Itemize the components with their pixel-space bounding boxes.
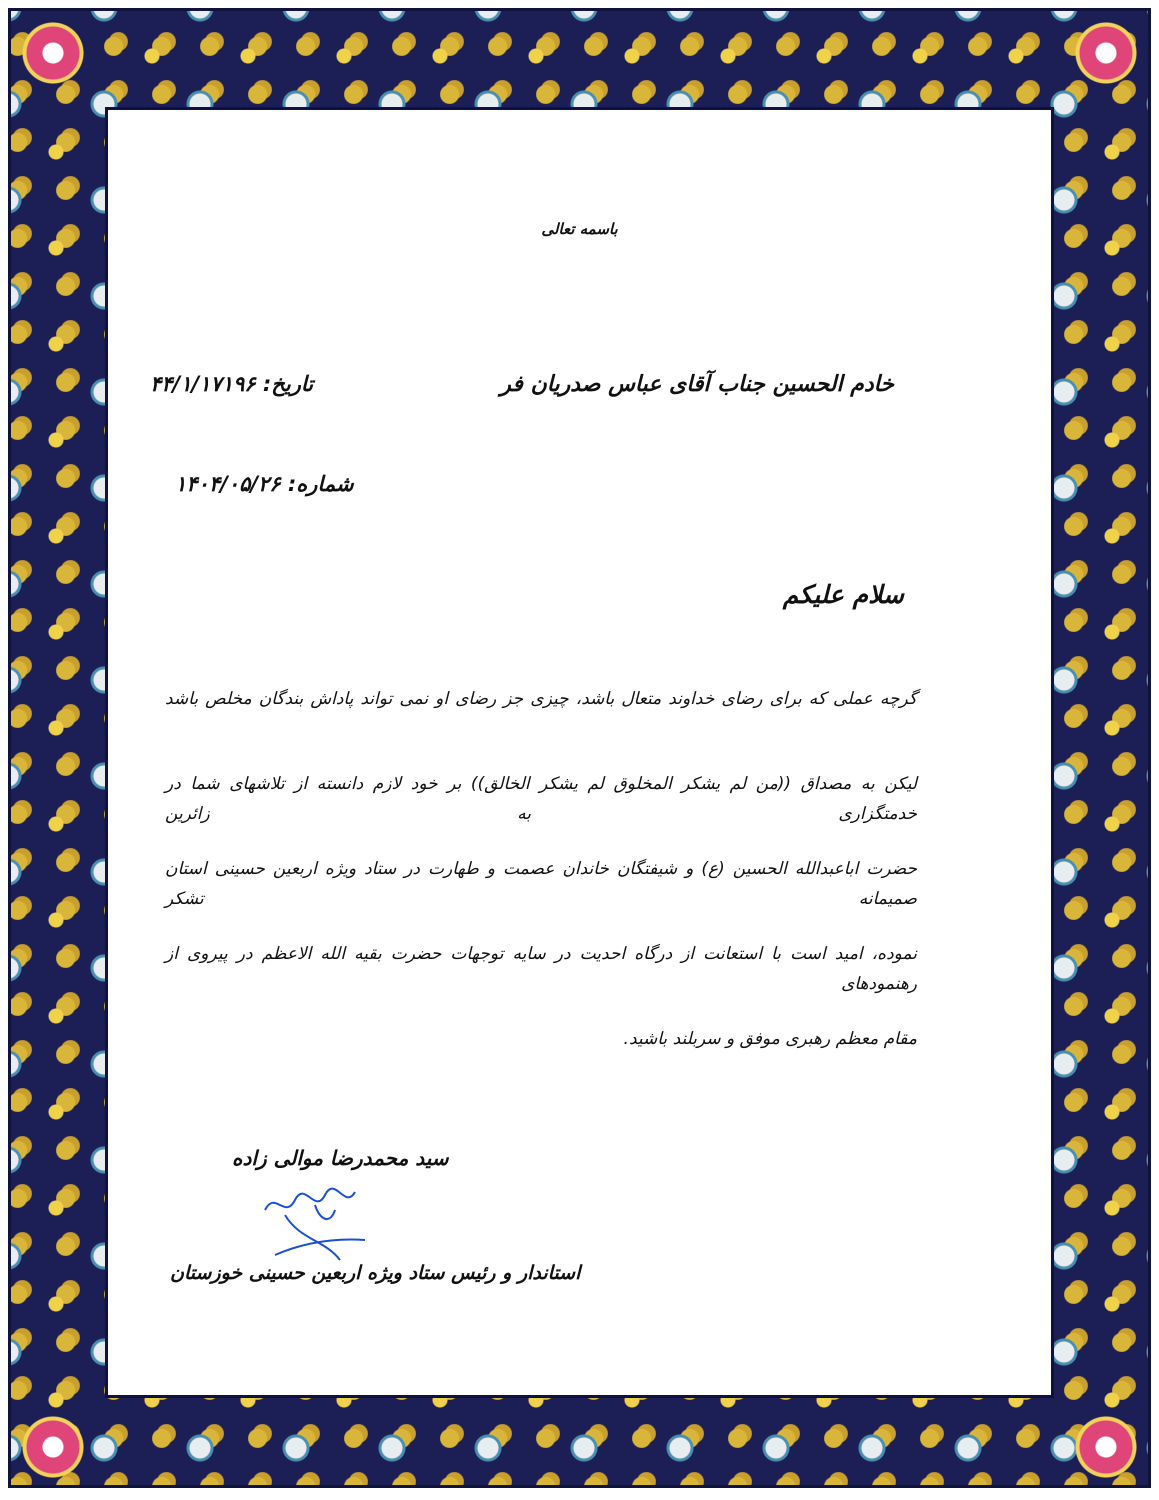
body-line: گرچه عملی که برای رضای خداوند متعال باشد، چیزی جز رضای او نمی تواند پاداش بندگان مخلص باشد: [165, 689, 917, 709]
corner-flower-ornament: [1071, 1412, 1141, 1482]
corner-flower-ornament: [18, 18, 88, 88]
body-line: لیکن به مصداق ((من لم یشکر المخلوق لم یشکر الخالق)) بر خود لازم دانسته از تلاشهای شما در خدمتگزاری به زائرین: [165, 774, 917, 824]
letter-body: [165, 672, 917, 1097]
handwritten-signature: [255, 1180, 375, 1270]
date-value: ۴۴/۱/۱۷۱۹۶: [150, 372, 256, 396]
date-label: تاریخ:: [262, 372, 314, 396]
body-line: مقام معظم رهبری موفق و سربلند باشید.: [623, 1029, 917, 1049]
corner-flower-ornament: [18, 1412, 88, 1482]
number-label: شماره:: [287, 472, 354, 496]
signatory-name: سید محمدرضا موالی زاده: [232, 1146, 449, 1170]
invocation-heading: باسمه تعالی: [541, 220, 618, 238]
signatory-title: استاندار و رئیس ستاد ویژه اربعین حسینی خوزستان: [170, 1262, 581, 1284]
corner-flower-ornament: [1071, 18, 1141, 88]
greeting: سلام علیکم: [782, 580, 904, 609]
number-field: [175, 472, 354, 496]
number-value: ۱۴۰۴/۰۵/۲۶: [175, 472, 281, 496]
date-field: [150, 372, 313, 396]
body-line: نموده، امید است با استعانت از درگاه احدیت در سایه توجهات حضرت بقیه الله الاعظم در پیروی از رهنمودهای: [165, 944, 917, 994]
body-line: حضرت اباعبدالله الحسین (ع) و شیفتگان خاندان عصمت و طهارت در ستاد ویژه اربعین حسینی استان صمیمانه تشکر: [165, 859, 917, 909]
recipient-line: خادم الحسین جناب آقای عباس صدریان فر: [500, 372, 894, 397]
